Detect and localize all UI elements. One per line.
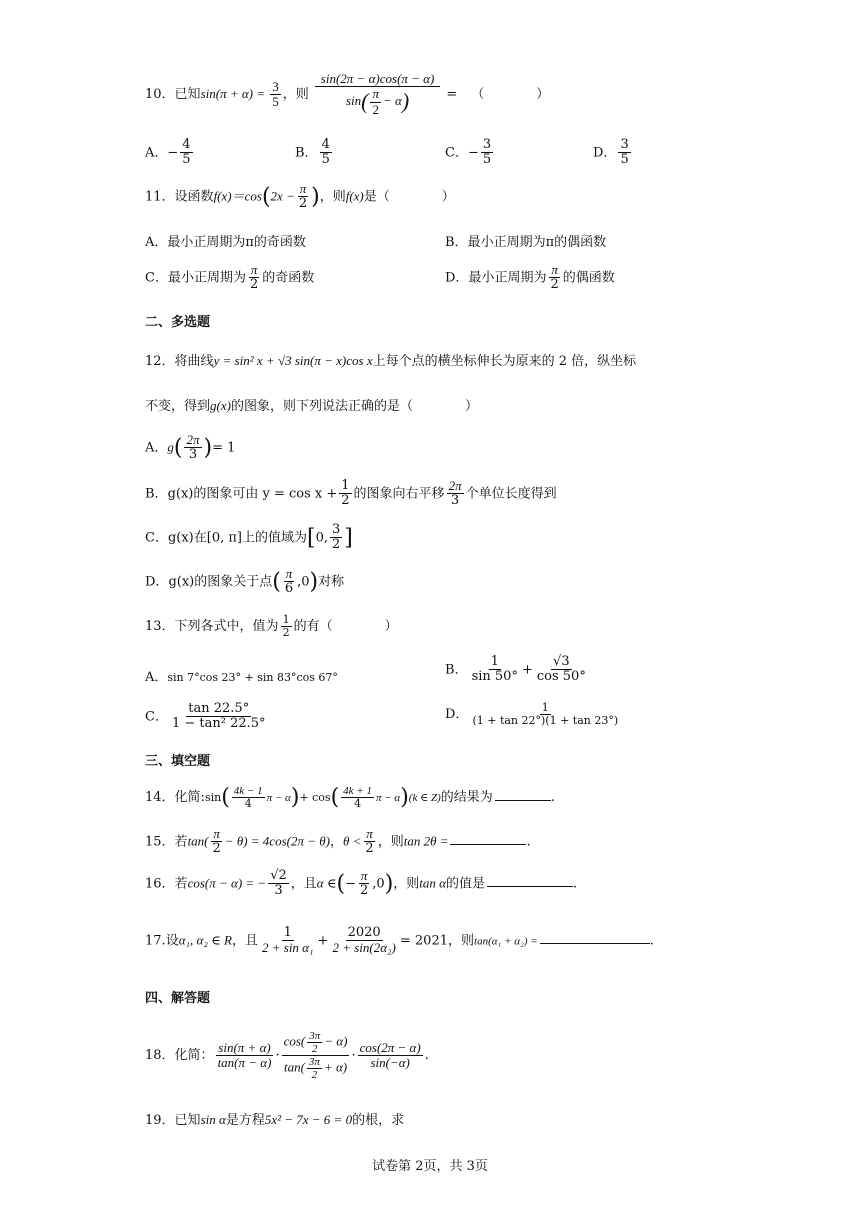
question-text: 不变，得到 (145, 399, 211, 414)
math-text: α₁, α₂ ∈ R (178, 932, 232, 948)
fraction-numerator: 4 (182, 137, 191, 152)
question-text: ，则 (393, 876, 420, 892)
option-b[interactable] (445, 655, 590, 685)
math-text: sin (204, 791, 222, 805)
fraction-denominator: 5 (272, 93, 279, 109)
fraction-denominator: 5 (182, 152, 191, 168)
fraction-denominator: 2 (365, 841, 374, 857)
option-text: 最小正周期为π的奇函数 (167, 235, 306, 250)
answer-blank[interactable] (487, 886, 573, 887)
question-text: . (550, 790, 555, 806)
fraction-numerator: 4k + 1 (343, 785, 372, 797)
fraction-numerator: 3 (620, 137, 629, 152)
math-expression: 2x − (270, 188, 295, 204)
math-text: + cos (299, 791, 331, 805)
fraction-denominator: 5 (321, 152, 330, 168)
fraction-numerator: 2020 (347, 925, 381, 940)
fraction-denominator: 4 (354, 797, 362, 811)
fraction-denominator: 2 (298, 196, 308, 212)
question-text: . (526, 834, 531, 850)
option-b[interactable] (295, 138, 334, 168)
math-text: sin (345, 93, 362, 109)
fraction-denominator: 2 (311, 1069, 318, 1082)
question-12-line2 (145, 395, 478, 414)
question-number: 10． (145, 86, 175, 102)
math-sign: + (521, 662, 533, 678)
option-label: C． (145, 709, 168, 725)
fraction-numerator: π (213, 826, 220, 841)
math-expression: g (167, 439, 174, 455)
option-b[interactable] (445, 231, 606, 250)
option-label: A． (145, 235, 168, 250)
option-text: 最小正周期为 (167, 270, 246, 286)
math-text: − θ) = 4cos(2π − θ) (224, 833, 330, 849)
fraction-numerator: 1 (282, 613, 290, 626)
section-heading: 四、解答题 (145, 991, 211, 1006)
question-text: 的根，求 (352, 1113, 405, 1128)
math-expression: sin(π + α) = (200, 85, 269, 101)
question-19 (145, 1109, 404, 1128)
option-label: D． (593, 145, 617, 161)
math-text: − α) (324, 1033, 348, 1049)
fraction-numerator: π (366, 826, 373, 841)
fraction-numerator: 3π (308, 1056, 320, 1069)
fraction-numerator: 4k − 1 (233, 785, 263, 797)
option-a[interactable] (145, 138, 195, 168)
question-text: . (573, 876, 578, 892)
fraction-denominator: 2 (360, 883, 369, 899)
option-label: B． (445, 662, 468, 678)
math-expression: y = sin² x + √3 sin(π − x)cos x (213, 353, 373, 368)
question-text: 若 (174, 876, 188, 892)
math-sign: − (467, 145, 479, 161)
option-label: C． (145, 270, 168, 286)
fraction-denominator: 3 (450, 493, 460, 509)
math-text: π − α (266, 792, 291, 805)
math-expression: f(x) (345, 188, 364, 204)
question-number: 15． (145, 834, 175, 850)
question-11: 11．设函数f(x)＝cos(2x − $\frac{\pi}{2}$ )，则f(x)是（ ） (145, 181, 455, 212)
option-d[interactable] (593, 138, 633, 168)
option-label: A． (145, 145, 168, 161)
question-text: 的结果为 (440, 790, 493, 806)
fraction-numerator: π (299, 181, 307, 196)
question-number: 17. (145, 933, 166, 949)
question-16: 16．若cos(π − α) = − $\frac{√2}{3}$ ，且α ∈(− $\frac{\pi}{2}$ ,0)，则tan α的值是 . (145, 868, 578, 899)
fraction-denominator: 6 (284, 581, 294, 597)
question-text: 设函数 (174, 189, 214, 205)
option-c[interactable] (445, 138, 495, 168)
option-d[interactable] (445, 263, 615, 293)
question-number: 11． (145, 189, 175, 205)
fraction-denominator: 2 (282, 626, 290, 640)
fraction-numerator: 1 (341, 478, 350, 493)
fraction-numerator: 4 (321, 137, 330, 152)
fraction-numerator: sin(2π − α)cos(π − α) (315, 72, 441, 87)
fraction-denominator: 2 (249, 277, 259, 293)
fraction-numerator: 3 (272, 78, 279, 94)
question-text: ，则 (282, 86, 309, 102)
fraction-denominator: 2 (341, 493, 350, 509)
answer-paren[interactable]: （ ） (471, 86, 550, 102)
question-text: 已知 (174, 86, 201, 102)
math-text: = 2021 (399, 933, 448, 949)
fraction-denominator: 5 (482, 152, 492, 168)
fraction-numerator (282, 1030, 350, 1056)
fraction-numerator: tan 22.5° (188, 701, 250, 716)
fraction-denominator: 3 (274, 883, 283, 899)
fraction-denominator: 3 (188, 447, 198, 463)
fraction-denominator: tan(π − α) (217, 1055, 272, 1071)
option-text: 最小正周期为 (468, 270, 547, 286)
section-heading: 三、填空题 (145, 754, 211, 769)
question-text: 的有（ ） (293, 619, 398, 635)
math-text: + α) (323, 1059, 348, 1075)
fraction-denominator: 4 (244, 797, 252, 811)
option-b[interactable] (145, 479, 557, 509)
option-label: B． (295, 145, 318, 161)
math-text: 5x² − 7x − 6 = 0 (264, 1112, 353, 1127)
question-text: 已知 (174, 1113, 201, 1128)
answer-blank[interactable] (495, 800, 551, 801)
math-text: tan( (283, 1059, 305, 1075)
option-label: B． (145, 486, 168, 502)
fraction-numerator: 3 (482, 137, 492, 152)
option-text: g(x)的图象可由 y = cos x + (167, 486, 338, 502)
fraction-denominator: sin( $\frac{\pi}{2}$ − α) (345, 86, 410, 117)
option-text: 的图象向右平移 (353, 486, 445, 502)
fraction-denominator (282, 1056, 349, 1081)
fraction-numerator: π (285, 566, 293, 581)
question-text: 是（ ） (363, 189, 455, 205)
fraction-numerator: π (250, 262, 258, 277)
math-sign: − (167, 145, 179, 161)
fraction-numerator: 2π (448, 478, 462, 493)
question-text: 下列各式中，值为 (174, 619, 279, 635)
question-text: . (424, 1048, 429, 1064)
question-number: 13． (145, 619, 175, 635)
option-label: D． (445, 707, 469, 723)
fraction-numerator: cos(2π − α) (359, 1039, 421, 1055)
question-10 (145, 72, 549, 117)
answer-blank[interactable] (450, 844, 526, 845)
option-label: C． (145, 530, 168, 546)
math-sign: + (317, 933, 329, 949)
question-text: 化简: (174, 790, 205, 806)
question-number: 19． (145, 1113, 175, 1128)
fraction-denominator: 1 − tan² 22.5° (171, 716, 266, 732)
fraction-numerator: π (360, 868, 368, 883)
math-expression: g(x) (210, 398, 231, 413)
question-number: 14． (145, 790, 175, 806)
option-a[interactable]: A．g( $\frac{2\pi}{3}$ )= 1 (145, 432, 236, 463)
option-label: D． (445, 270, 469, 286)
fraction-numerator: π (551, 262, 558, 277)
section-heading: 二、多选题 (145, 315, 211, 330)
fraction-numerator: √3 (553, 654, 570, 669)
fraction-numerator: 3π (309, 1030, 321, 1042)
fraction-denominator: 2 (372, 101, 379, 117)
math-text: tan 2θ = (403, 833, 449, 849)
question-text: 的值是 (445, 876, 485, 892)
option-d[interactable] (445, 702, 622, 727)
fraction-numerator: 1 (283, 925, 292, 940)
fraction-denominator: 2 (212, 841, 221, 857)
math-expression: sin 7°cos 23° + sin 83°cos 67° (167, 671, 338, 684)
math-expression: = 1 (212, 440, 236, 456)
option-label: C． (445, 145, 468, 161)
fraction-denominator: sin 50° (471, 669, 518, 685)
option-text: 对称 (318, 574, 345, 590)
fraction-numerator: π (372, 86, 379, 102)
page-footer: 试卷第 2页，共 3页 (372, 1159, 488, 1174)
option-text: 最小正周期为π的偶函数 (467, 235, 607, 250)
equals-sign: = (446, 86, 458, 102)
math-text: tan(α₁ + α₂) = (474, 935, 538, 948)
option-c[interactable] (145, 702, 270, 732)
question-text: 设 (165, 933, 179, 949)
option-c[interactable]: C．g(x)在[0, π]上的值域为[0, $\frac{3}{2}$ ] (145, 522, 353, 553)
fraction-numerator: √2 (270, 868, 287, 883)
math-text: sin α (200, 1112, 226, 1127)
question-number: 16． (145, 876, 175, 892)
option-text: 个单位长度得到 (465, 486, 557, 502)
question-text: 若 (174, 834, 188, 850)
option-text: 的奇函数 (262, 270, 315, 286)
math-text: cos(π − α) = − (187, 875, 267, 891)
option-a[interactable] (145, 231, 306, 250)
fraction-denominator: (1 + tan 22°)(1 + tan 23°) (472, 714, 619, 728)
question-text: ，则 (319, 189, 346, 205)
question-text: . (649, 933, 654, 949)
fraction-denominator: 2 (550, 277, 559, 293)
question-text: 的图象，则下列说法正确的是（ ） (230, 399, 478, 414)
math-text: α ∈ (316, 875, 337, 891)
math-text: tan( (187, 833, 209, 849)
fraction-denominator: 2 + sin α₁ (261, 940, 314, 956)
fraction (270, 80, 281, 110)
fraction-numerator: 1 (541, 701, 549, 714)
option-label: A． (145, 670, 168, 685)
option-d[interactable]: D．g(x)的图象关于点( $\frac{\pi}{6}$ ,0)对称 (145, 566, 345, 597)
fraction-denominator: 2 (331, 537, 341, 553)
option-label: B． (445, 235, 468, 250)
fraction-numerator: sin(π + α) (218, 1039, 271, 1055)
fraction-denominator: cos 50° (536, 669, 586, 685)
math-text: cos( (283, 1033, 306, 1049)
fraction-denominator: 5 (620, 152, 629, 168)
fraction-numerator: 2π (186, 432, 200, 447)
fraction-denominator: sin(−α) (370, 1055, 410, 1071)
question-17 (145, 926, 654, 956)
math-text: π − α (375, 792, 401, 805)
fraction-denominator: 2 (312, 1043, 318, 1056)
fraction-denominator: 2 + sin(2α₂) (332, 940, 396, 956)
question-text: ，则 (377, 834, 404, 850)
question-15 (145, 827, 531, 857)
question-text: 是方程 (225, 1113, 265, 1128)
fraction (315, 72, 441, 117)
question-text: ， (329, 834, 343, 850)
question-text: ，且 (290, 876, 317, 892)
option-text: 的偶函数 (562, 270, 615, 286)
math-text: tan α (419, 875, 446, 891)
fraction-numerator: 3 (331, 522, 341, 537)
answer-blank[interactable] (540, 943, 650, 944)
math-expression: f(x)＝cos (213, 188, 262, 204)
question-text: 将曲线 (174, 354, 214, 369)
math-text: (k ∈ Z) (408, 792, 441, 805)
option-label: D． (145, 574, 169, 590)
question-number: 18． (145, 1048, 175, 1064)
fraction-numerator: 1 (490, 654, 499, 669)
question-text: ，则 (448, 933, 475, 949)
option-text: g(x)的图象关于点 (168, 574, 273, 590)
option-c[interactable] (145, 263, 314, 293)
question-14: 14．化简:sin( $\frac{4k - 1}{4}$ π − α)+ cos( $\frac{4k + 1}{4}$ π − α)(k ∈ Z)的结果为 . (145, 785, 555, 811)
question-number: 12． (145, 354, 175, 369)
question-12-line1 (145, 350, 636, 369)
question-text: 化简： (174, 1048, 214, 1064)
question-13 (145, 614, 398, 639)
question-text: 上每个点的横坐标伸长为原来的 2 倍，纵坐标 (372, 354, 637, 369)
math-text: θ < (342, 833, 362, 849)
question-text: ，且 (231, 933, 258, 949)
question-18: 18．化简： $\frac{\sin(\pi + \alpha)}{\tan(\pi - \alpha)}$ · cos( $\frac{3\pi}{2}$ − α) tan( $\frac{3\pi}{2}$ + α) · $\frac{\cos(2\pi - \alpha)}{\sin(-\alpha)}$ . (145, 1030, 429, 1082)
option-text: g(x)在[0, π]上的值域为 (167, 530, 307, 546)
math-text: − α (382, 93, 402, 109)
option-label: A． (145, 440, 168, 456)
option-a[interactable] (145, 666, 338, 685)
